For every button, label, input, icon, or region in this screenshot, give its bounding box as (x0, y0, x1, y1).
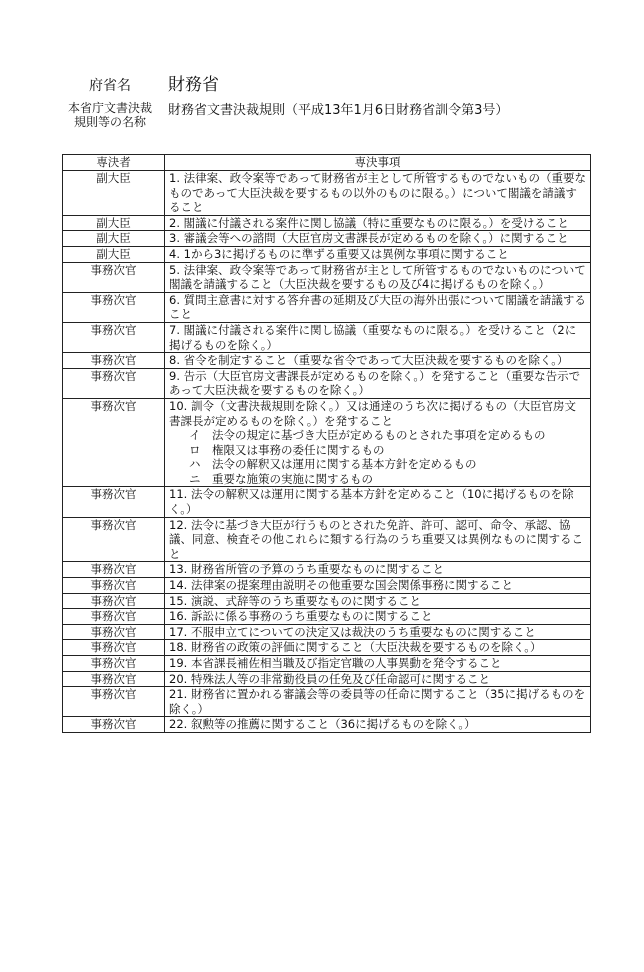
official-cell: 事務次官 (63, 687, 165, 717)
official-cell: 事務次官 (63, 292, 165, 322)
official-cell: 事務次官 (63, 353, 165, 369)
table-row (63, 717, 591, 733)
matter-text: 17. 不服申立てについての決定又は裁決のうち重要なものに関すること (169, 624, 536, 639)
official-cell: 副大臣 (63, 231, 165, 247)
official-cell: 事務次官 (63, 640, 165, 656)
official-cell: 事務次官 (63, 578, 165, 594)
table-row (63, 671, 591, 687)
matter-cell (165, 246, 591, 262)
matter-text: 11. 法令の解釈又は運用に関する基本方針を定めること（10に掲げるものを除く。） (169, 487, 574, 517)
matter-cell (165, 624, 591, 640)
matter-text: 22. 叙勲等の推薦に関すること（36に掲げるものを除く。） (169, 717, 476, 732)
table-body (63, 171, 591, 733)
document-header (60, 70, 508, 129)
rule-label-line-1: 本省庁文書決裁 (67, 101, 152, 115)
matter-text: 16. 訴訟に係る事務のうち重要なものに関すること (169, 609, 433, 624)
matter-text: 9. 告示（大臣官房文書課長が定めるものを除く。）を発すること（重要な告示であって大臣決裁を要するものを除く。） (169, 368, 581, 398)
matter-text: 19. 本省課長補佐相当職及び指定官職の人事異動を発令すること (169, 656, 502, 670)
sub-item: ニ 重要な施策の実施に関するもの (189, 471, 373, 486)
ministry-label: 府省名 (89, 78, 131, 94)
matter-cell (165, 717, 591, 733)
matter-text: 20. 特殊法人等の非常勤役員の任免及び任命認可に関すること (169, 671, 490, 686)
table-row (63, 562, 591, 578)
ministry-name: 財務省 (168, 75, 219, 95)
official-cell: 事務次官 (63, 262, 165, 292)
table-row (63, 593, 591, 609)
matter-cell (165, 640, 591, 656)
matter-cell (165, 398, 591, 487)
matter-cell (165, 609, 591, 625)
official-cell: 副大臣 (63, 215, 165, 231)
ministry-row (60, 70, 508, 95)
matter-cell (165, 262, 591, 292)
matter-cell (165, 292, 591, 322)
matter-cell (165, 231, 591, 247)
matter-text: 3. 審議会等への諮問（大臣官房文書課長が定めるものを除く。）に関すること (169, 231, 569, 246)
table-row (63, 292, 591, 322)
table-row (63, 609, 591, 625)
matter-cell (165, 578, 591, 594)
rule-name: 財務省文書決裁規則（平成13年1月6日財務省訓令第3号） (168, 103, 509, 118)
table-row (63, 487, 591, 517)
matter-cell (165, 656, 591, 672)
matter-text: 10. 訓令（文書決裁規則を除く。）又は通達のうち次に掲げるもの（大臣官房文書課長が定めるものを除く。）を発すること (169, 398, 576, 428)
table-row (63, 578, 591, 594)
matter-text: 15. 演説、式辞等のうち重要なものに関すること (169, 593, 421, 608)
matter-text: 2. 閣議に付議される案件に関し協議（特に重要なものに限る。）を受けること (169, 215, 569, 230)
table-row (63, 517, 591, 562)
table-row (63, 368, 591, 398)
official-cell: 事務次官 (63, 656, 165, 672)
sub-item: イ 法令の規定に基づき大臣が定めるものとされた事項を定めるもの (189, 428, 546, 443)
table-row (63, 687, 591, 717)
table-row (63, 322, 591, 352)
table-row (63, 262, 591, 292)
delegation-table (62, 154, 591, 733)
official-cell: 事務次官 (63, 322, 165, 352)
rule-row (60, 99, 508, 129)
matter-text: 18. 財務省の政策の評価に関すること（大臣決裁を要するものを除く。） (169, 640, 542, 655)
rule-label (60, 99, 160, 129)
matter-cell (165, 215, 591, 231)
table-row (63, 656, 591, 672)
matter-text: 14. 法律案の提案理由説明その他重要な国会関係事務に関すること (169, 578, 513, 593)
matter-text: 21. 財務省に置かれる審議会等の委員等の任命に関すること（35に掲げるものを除く。） (169, 687, 586, 716)
column-header-matters: 専決事項 (165, 155, 591, 171)
official-cell: 事務次官 (63, 624, 165, 640)
matter-cell (165, 368, 591, 398)
matter-cell (165, 671, 591, 687)
table-row (63, 246, 591, 262)
matter-cell (165, 171, 591, 216)
sub-item: ハ 法令の解釈又は運用に関する基本方針を定めるもの (189, 457, 477, 472)
official-cell: 事務次官 (63, 487, 165, 517)
matter-cell (165, 562, 591, 578)
matter-cell (165, 593, 591, 609)
table-row (63, 171, 591, 216)
sub-item: ロ 権限又は事務の委任に関するもの (189, 442, 385, 457)
matter-cell (165, 687, 591, 717)
matter-text: 5. 法律案、政令案等であって財務省が主として所管するものでないものについて閣議を請議すること（大臣決裁を要するもの及び4に掲げるものを除く。） (169, 262, 586, 292)
table-row (63, 398, 591, 487)
matter-cell (165, 487, 591, 517)
official-cell: 副大臣 (63, 246, 165, 262)
official-cell: 事務次官 (63, 671, 165, 687)
official-cell: 事務次官 (63, 717, 165, 733)
official-cell: 事務次官 (63, 593, 165, 609)
table-row (63, 231, 591, 247)
table-row (63, 353, 591, 369)
matter-cell (165, 517, 591, 562)
matter-text: 13. 財務省所管の予算のうち重要なものに関すること (169, 562, 444, 577)
table-row (63, 640, 591, 656)
matter-cell (165, 353, 591, 369)
table-row (63, 624, 591, 640)
matter-text: 12. 法令に基づき大臣が行うものとされた免許、許可、認可、命令、承認、協議、同意、検査その他これらに類する行為のうち重要又は異例なものに関すること (169, 517, 583, 561)
matter-cell (165, 322, 591, 352)
official-cell: 事務次官 (63, 517, 165, 562)
matter-text: 7. 閣議に付議される案件に関し協議（重要なものに限る。）を受けること（2に掲げるものを除く。） (169, 322, 577, 352)
matter-text: 4. 1から3に掲げるものに準ずる重要又は異例な事項に関すること (169, 246, 509, 261)
official-cell: 事務次官 (63, 562, 165, 578)
official-cell: 事務次官 (63, 398, 165, 487)
matter-text: 1. 法律案、政令案等であって財務省が主として所管するものでないもの（重要なものであって大臣決裁を要するもの以外のものに限る。）について閣議を請議すること (169, 171, 587, 215)
column-header-official: 専決者 (63, 155, 165, 171)
official-cell: 事務次官 (63, 609, 165, 625)
official-cell: 副大臣 (63, 171, 165, 216)
official-cell: 事務次官 (63, 368, 165, 398)
matter-text: 8. 省令を制定すること（重要な省令であって大臣決裁を要するものを除く。） (169, 353, 569, 368)
table-header-row (63, 155, 591, 171)
table-row (63, 215, 591, 231)
matter-text: 6. 質問主意書に対する答弁書の延期及び大臣の海外出張について閣議を請議すること (169, 292, 586, 322)
rule-label-line-2: 規則等の名称 (73, 115, 146, 129)
